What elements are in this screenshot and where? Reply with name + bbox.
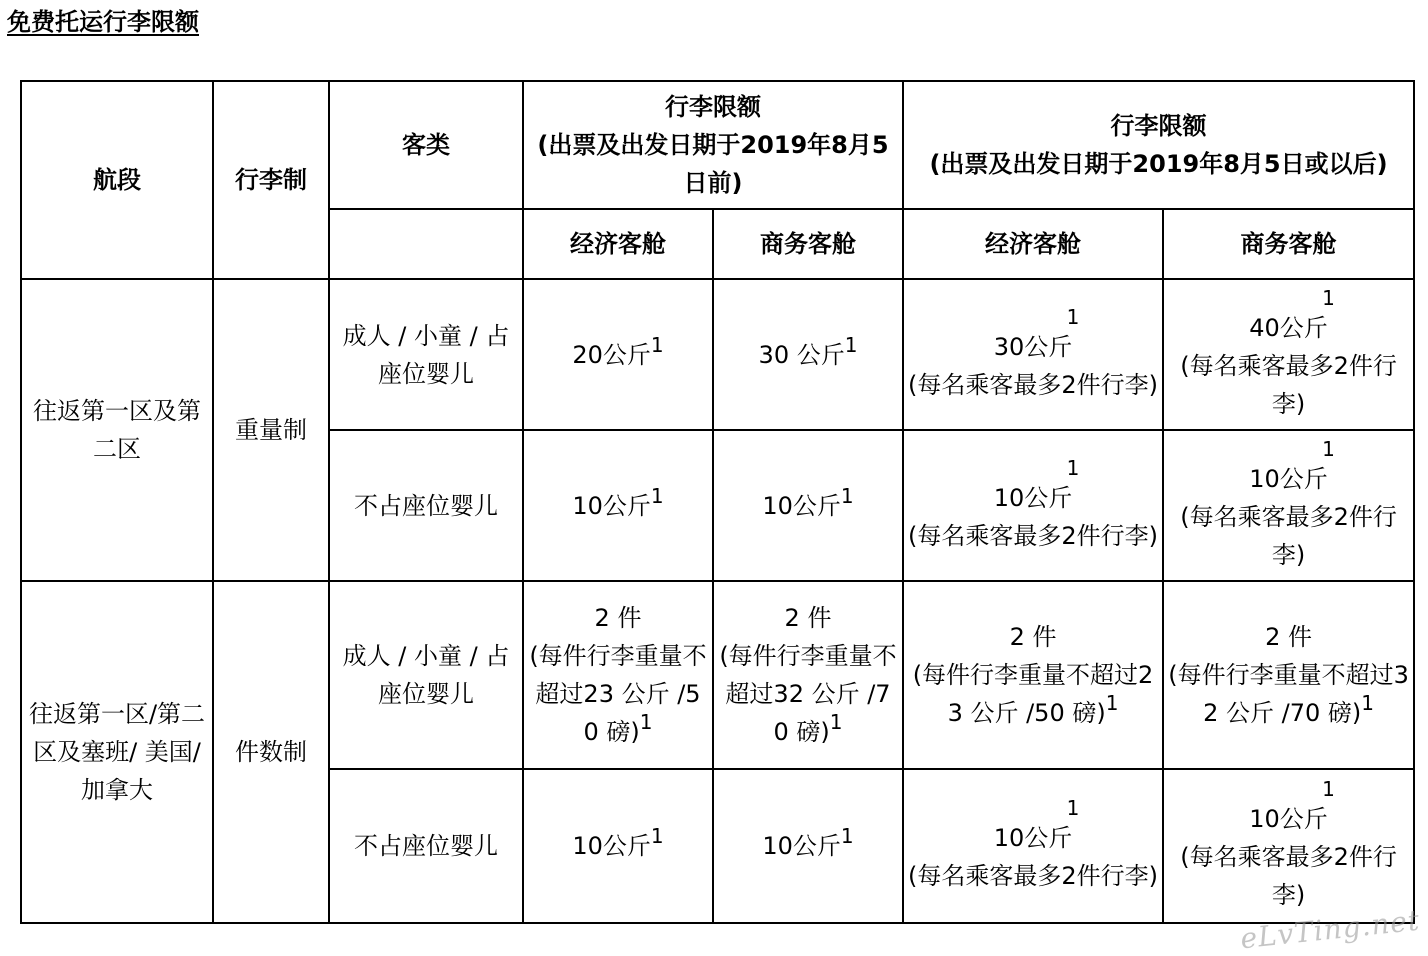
- allowance-before-title: 行李限额: [665, 93, 761, 121]
- footnote-marker: 1: [1105, 691, 1119, 715]
- allowance-pieces: 2 件: [1265, 623, 1312, 651]
- allowance-cell: [713, 581, 903, 769]
- allowance-value: 10公斤: [1249, 805, 1328, 833]
- allowance-value: 30公斤: [993, 332, 1073, 361]
- footnote-marker: 1: [639, 710, 653, 734]
- page-title: 免费托运行李限额: [7, 8, 199, 36]
- allowance-cell: [523, 581, 713, 769]
- allowance-note: (每名乘客最多2件行李): [908, 521, 1159, 550]
- allowance-value: 10公斤: [762, 491, 841, 520]
- allowance-cell: [903, 430, 1163, 581]
- allowance-cell: [713, 279, 903, 430]
- allowance-cell: [523, 769, 713, 923]
- allowance-after-title: 行李限额: [1110, 112, 1207, 140]
- before-business-header: 商务客舱: [713, 209, 903, 279]
- allowance-note: (每名乘客最多2件行李): [1180, 351, 1397, 418]
- allowance-note: (每名乘客最多2件行李): [908, 862, 1159, 890]
- allowance-cell: [713, 769, 903, 923]
- allowance-cell: [523, 430, 713, 581]
- allowance-cell: [1163, 769, 1414, 923]
- footnote-marker: 1: [1066, 796, 1080, 820]
- footnote-marker: 1: [1322, 285, 1335, 310]
- allowance-cell: [713, 430, 903, 581]
- after-economy-header: 经济客舱: [903, 209, 1163, 279]
- allowance-value: 20公斤: [572, 340, 651, 369]
- watermark: eLvTing.net: [1238, 903, 1422, 956]
- allowance-cell: [1163, 430, 1414, 581]
- allowance-note: (每件行李重量不超过23 公斤 /50 磅): [912, 661, 1154, 727]
- allowance-value: 10公斤: [993, 824, 1073, 852]
- allowance-cell: [903, 279, 1163, 430]
- allowance-note: (每件行李重量不超过32 公斤 /70 磅): [719, 642, 897, 746]
- footnote-marker: 1: [650, 483, 664, 508]
- allowance-note: (每件行李重量不超过23 公斤 /50 磅): [529, 642, 707, 746]
- passenger-header: 客类: [329, 81, 523, 209]
- allowance-pieces: 2 件: [594, 604, 642, 632]
- passenger-cell: 成人 / 小童 / 占座位婴儿: [329, 581, 523, 769]
- allowance-cell: [903, 581, 1163, 769]
- allowance-cell: [523, 279, 713, 430]
- allowance-after-note: (出票及出发日期于2019年8月5日或以后): [929, 150, 1388, 178]
- allowance-value: 10公斤: [993, 483, 1073, 512]
- table-row: [21, 581, 1414, 769]
- footnote-marker: 1: [840, 824, 854, 848]
- allowance-cell: [1163, 279, 1414, 430]
- footnote-marker: 1: [1361, 691, 1374, 715]
- allowance-note: (每名乘客最多2件行李): [908, 370, 1159, 399]
- allowance-cell: [903, 769, 1163, 923]
- system-cell: 重量制: [213, 279, 329, 581]
- footnote-marker: 1: [650, 824, 664, 848]
- allowance-value: 10公斤: [572, 491, 651, 520]
- route-cell: 往返第一区及第二区: [21, 279, 213, 581]
- footnote-marker: 1: [1322, 436, 1335, 461]
- allowance-value: 10公斤: [572, 832, 651, 860]
- allowance-value: 30 公斤: [758, 340, 845, 369]
- footnote-marker: 1: [1322, 777, 1335, 801]
- allowance-note: (每名乘客最多2件行李): [1180, 843, 1397, 909]
- passenger-cell: 成人 / 小童 / 占座位婴儿: [329, 279, 523, 430]
- footnote-marker: 1: [829, 710, 843, 734]
- allowance-value: 10公斤: [1249, 464, 1328, 493]
- allowance-after-header: [903, 81, 1414, 209]
- footnote-marker: 1: [650, 332, 664, 357]
- allowance-pieces: 2 件: [784, 604, 832, 632]
- allowance-before-note: (出票及出发日期于2019年8月5日前): [537, 131, 889, 197]
- footnote-marker: 1: [1066, 304, 1080, 329]
- table-row: [21, 279, 1414, 430]
- before-economy-header: 经济客舱: [523, 209, 713, 279]
- header-row: [21, 81, 1414, 209]
- allowance-note: (每件行李重量不超过32 公斤 /70 磅): [1168, 661, 1409, 727]
- baggage-allowance-table: [20, 80, 1415, 924]
- footnote-marker: 1: [840, 483, 854, 508]
- allowance-cell: [1163, 581, 1414, 769]
- passenger-cell: 不占座位婴儿: [329, 769, 523, 923]
- footnote-marker: 1: [844, 332, 858, 357]
- passenger-subheader-empty: [329, 209, 523, 279]
- allowance-before-header: [523, 81, 903, 209]
- after-business-header: 商务客舱: [1163, 209, 1414, 279]
- passenger-cell: 不占座位婴儿: [329, 430, 523, 581]
- allowance-note: (每名乘客最多2件行李): [1180, 502, 1397, 569]
- system-cell: 件数制: [213, 581, 329, 923]
- footnote-marker: 1: [1066, 455, 1080, 480]
- allowance-value: 40公斤: [1249, 313, 1328, 342]
- route-header: 航段: [21, 81, 213, 279]
- route-cell: 往返第一区/第二区及塞班/ 美国/加拿大: [21, 581, 213, 923]
- allowance-value: 10公斤: [762, 832, 841, 860]
- allowance-pieces: 2 件: [1009, 623, 1057, 651]
- system-header: 行李制: [213, 81, 329, 279]
